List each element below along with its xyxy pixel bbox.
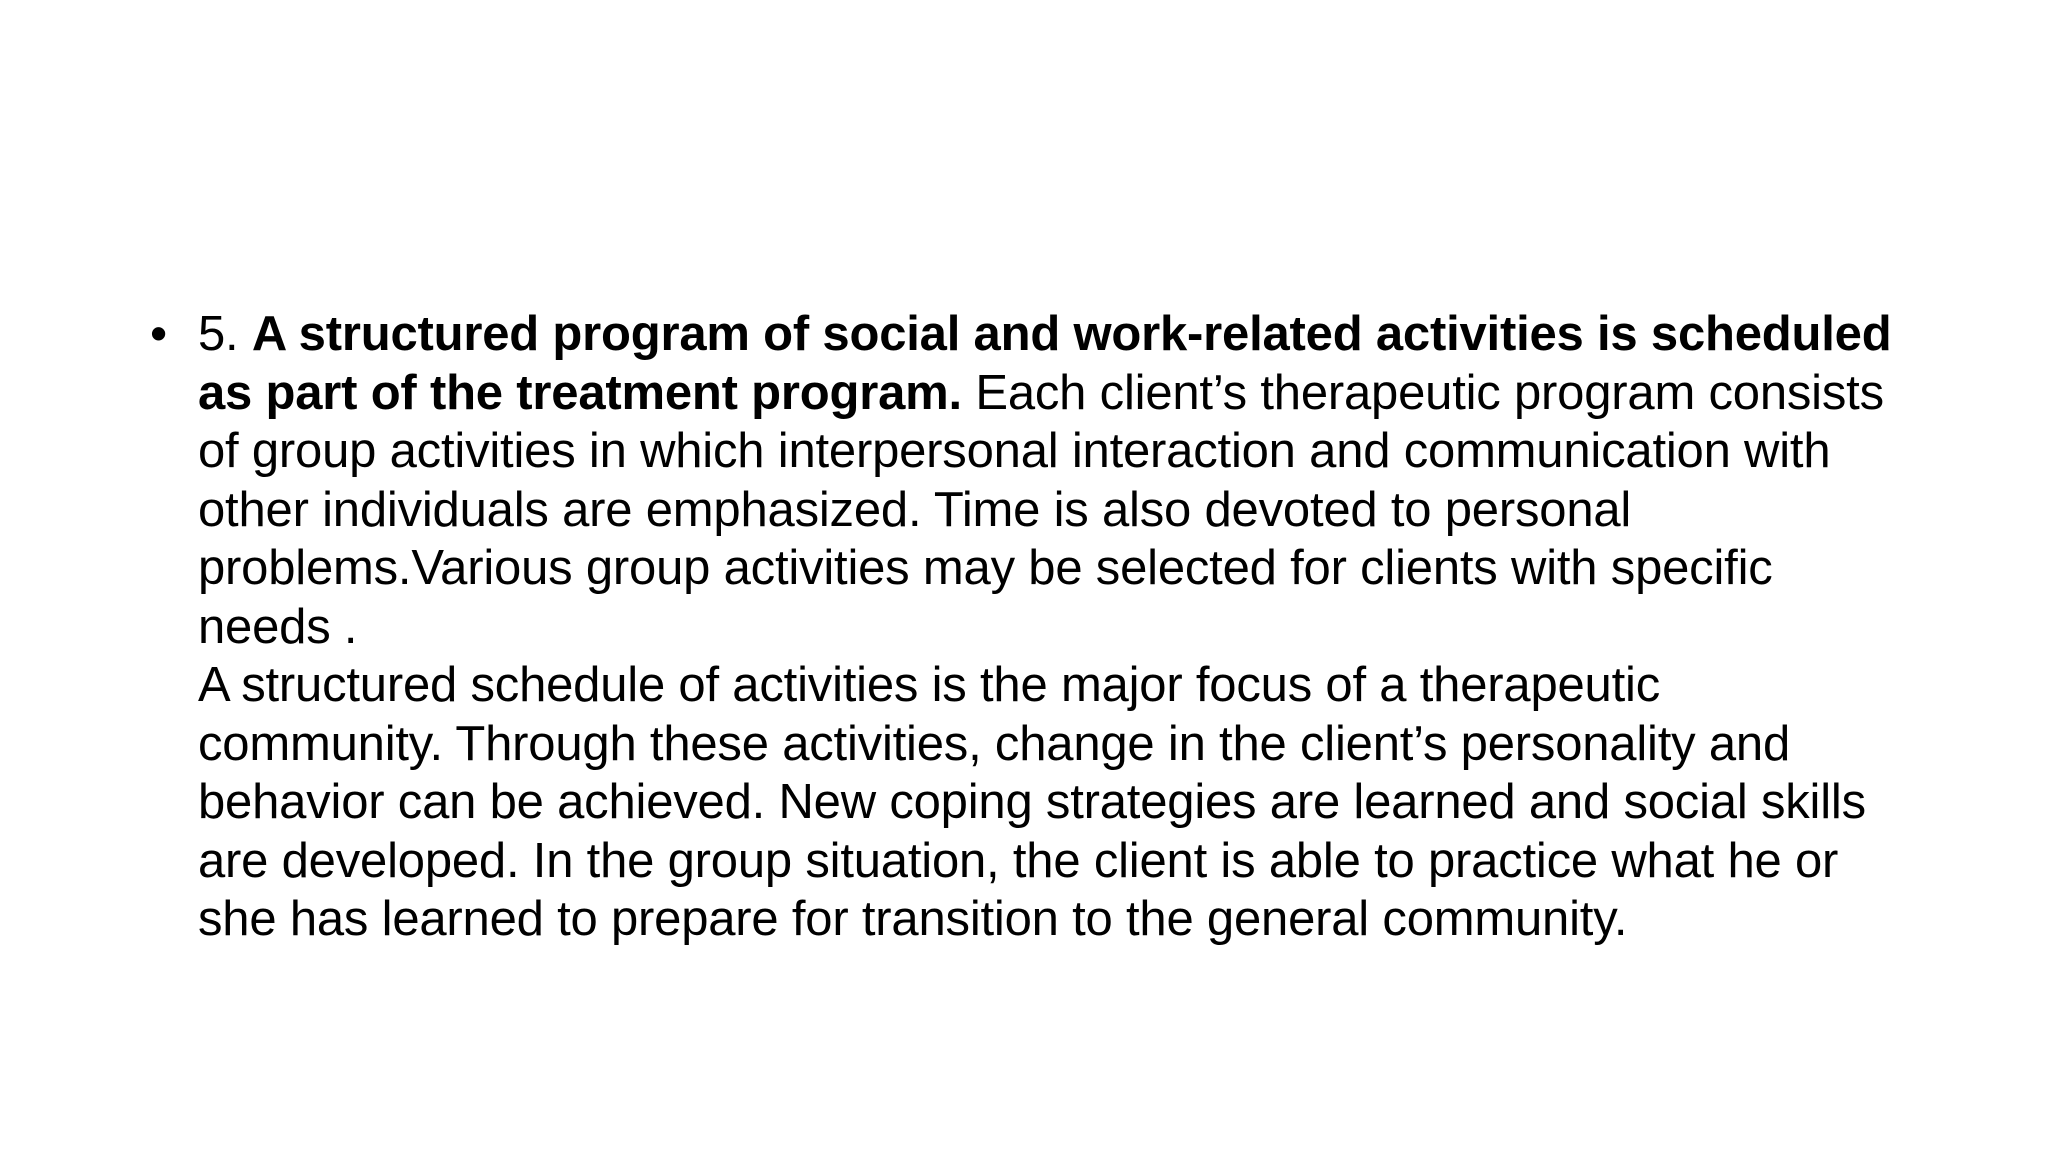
first-paragraph-text: Each client’s therapeutic program consists of group activities in which interpersonal interaction and communication with other individuals are emphasized. Time is also devoted to personal problems.Various group activities may be selected for clients with specific needs . bbox=[198, 365, 1884, 654]
bullet-item-5 bbox=[150, 305, 1910, 949]
first-paragraph bbox=[198, 305, 1910, 656]
second-paragraph: A structured schedule of activities is the major focus of a therapeutic community. Through these activities, change in the client’s personality and behavior can be achieved. New coping strategies are learned and social skills are developed. In the group situation, the client is able to practice what he or she has learned to prepare for transition to the general community. bbox=[198, 658, 1866, 946]
bullet-list bbox=[150, 305, 1910, 949]
bold-lead-text: A structured program of social and work-related activities is scheduled as part of the treatment program. bbox=[198, 307, 1892, 420]
item-number: 5. bbox=[198, 307, 252, 361]
bullet-dot-icon: • bbox=[150, 307, 167, 361]
bullet-body bbox=[198, 305, 1910, 949]
